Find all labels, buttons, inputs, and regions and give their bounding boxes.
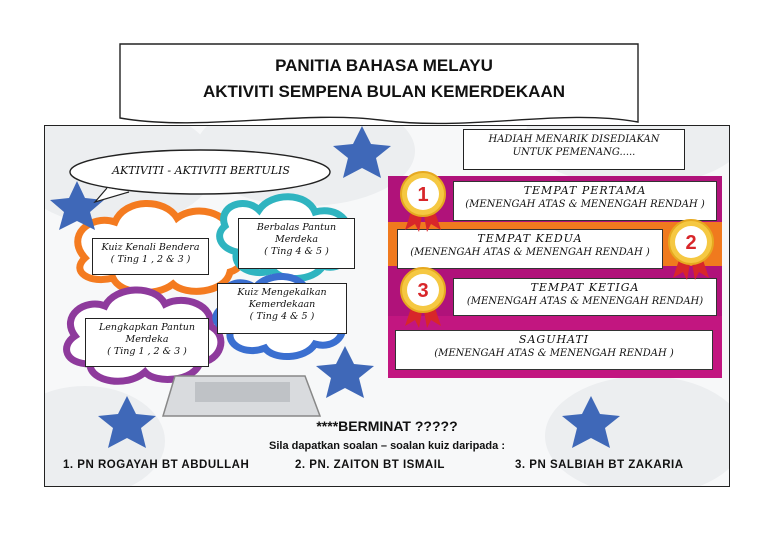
prize-title: TEMPAT KEDUA (477, 232, 583, 245)
prize-title: TEMPAT KETIGA (530, 281, 640, 294)
poster (44, 125, 730, 487)
activity-name: Lengkapkan Pantun (99, 322, 195, 333)
prize-note-line1: HADIAH MENARIK DISEDIAKAN (488, 134, 660, 145)
prize-note (463, 129, 685, 170)
contact-1: 1. PN ROGAYAH BT ABDULLAH (63, 459, 250, 471)
activity-name-line2: Merdeka (274, 234, 318, 245)
medal-number: 2 (685, 232, 697, 254)
instruction-text: Sila dapatkan soalan – soalan kuiz daripada : (269, 440, 505, 452)
activity-name-line2: Kemerdekaan (248, 299, 316, 310)
contact-2: 2. PN. ZAITON BT ISMAIL (295, 459, 445, 471)
prize-third (453, 278, 717, 316)
activity-label-kuiz-kenali-bendera (92, 238, 209, 275)
prize-title: TEMPAT PERTAMA (523, 184, 647, 197)
prize-second (397, 229, 663, 269)
medal-3-icon (395, 266, 451, 328)
header-title-line2: AKTIVITI SEMPENA BULAN KEMERDEKAAN (202, 82, 566, 101)
header-banner (0, 0, 768, 130)
prize-title: SAGUHATI (518, 333, 590, 346)
prize-subtitle: (MENENGAH ATAS & MENENGAH RENDAH ) (434, 348, 674, 359)
medal-number: 1 (417, 184, 429, 206)
star-icon (316, 346, 374, 398)
medal-2-icon (663, 218, 719, 280)
medal-number: 3 (417, 280, 429, 302)
activity-grades: ( Ting 1 , 2 & 3 ) (110, 254, 191, 265)
activity-grades: ( Ting 1 , 2 & 3 ) (107, 346, 187, 357)
activity-label-berbalas-pantun (238, 218, 355, 269)
call-to-action: ****BERMINAT ????? (316, 418, 458, 434)
activity-label-lengkapkan-pantun (85, 318, 209, 367)
activities-title: AKTIVITI - AKTIVITI BERTULIS (112, 164, 290, 177)
medal-1-icon (395, 170, 451, 232)
activity-name: Kuiz Mengekalkan (237, 287, 327, 298)
prize-consolation (395, 330, 713, 370)
activity-grades: ( Ting 4 & 5 ) (249, 311, 315, 322)
prize-subtitle: (MENENGAH ATAS & MENENGAH RENDAH ) (465, 199, 705, 210)
activity-grades: ( Ting 4 & 5 ) (264, 246, 329, 257)
star-icon (333, 126, 391, 178)
activity-label-kuiz-mengekalkan (217, 283, 347, 334)
header-title-line1: PANITIA BAHASA MELAYU (275, 56, 493, 75)
contact-3: 3. PN SALBIAH BT ZAKARIA (515, 459, 684, 471)
activity-name: Berbalas Pantun (256, 222, 337, 233)
activity-name-line2: Merdeka (125, 334, 169, 345)
prize-note-line2: UNTUK PEMENANG..... (512, 147, 636, 158)
prize-subtitle: (MENENGAH ATAS & MENENGAH RENDAH ) (410, 247, 650, 258)
prize-first (453, 181, 717, 221)
activity-name: Kuiz Kenali Bendera (101, 242, 200, 253)
prize-subtitle: (MENENGAH ATAS & MENENGAH RENDAH) (466, 296, 704, 307)
